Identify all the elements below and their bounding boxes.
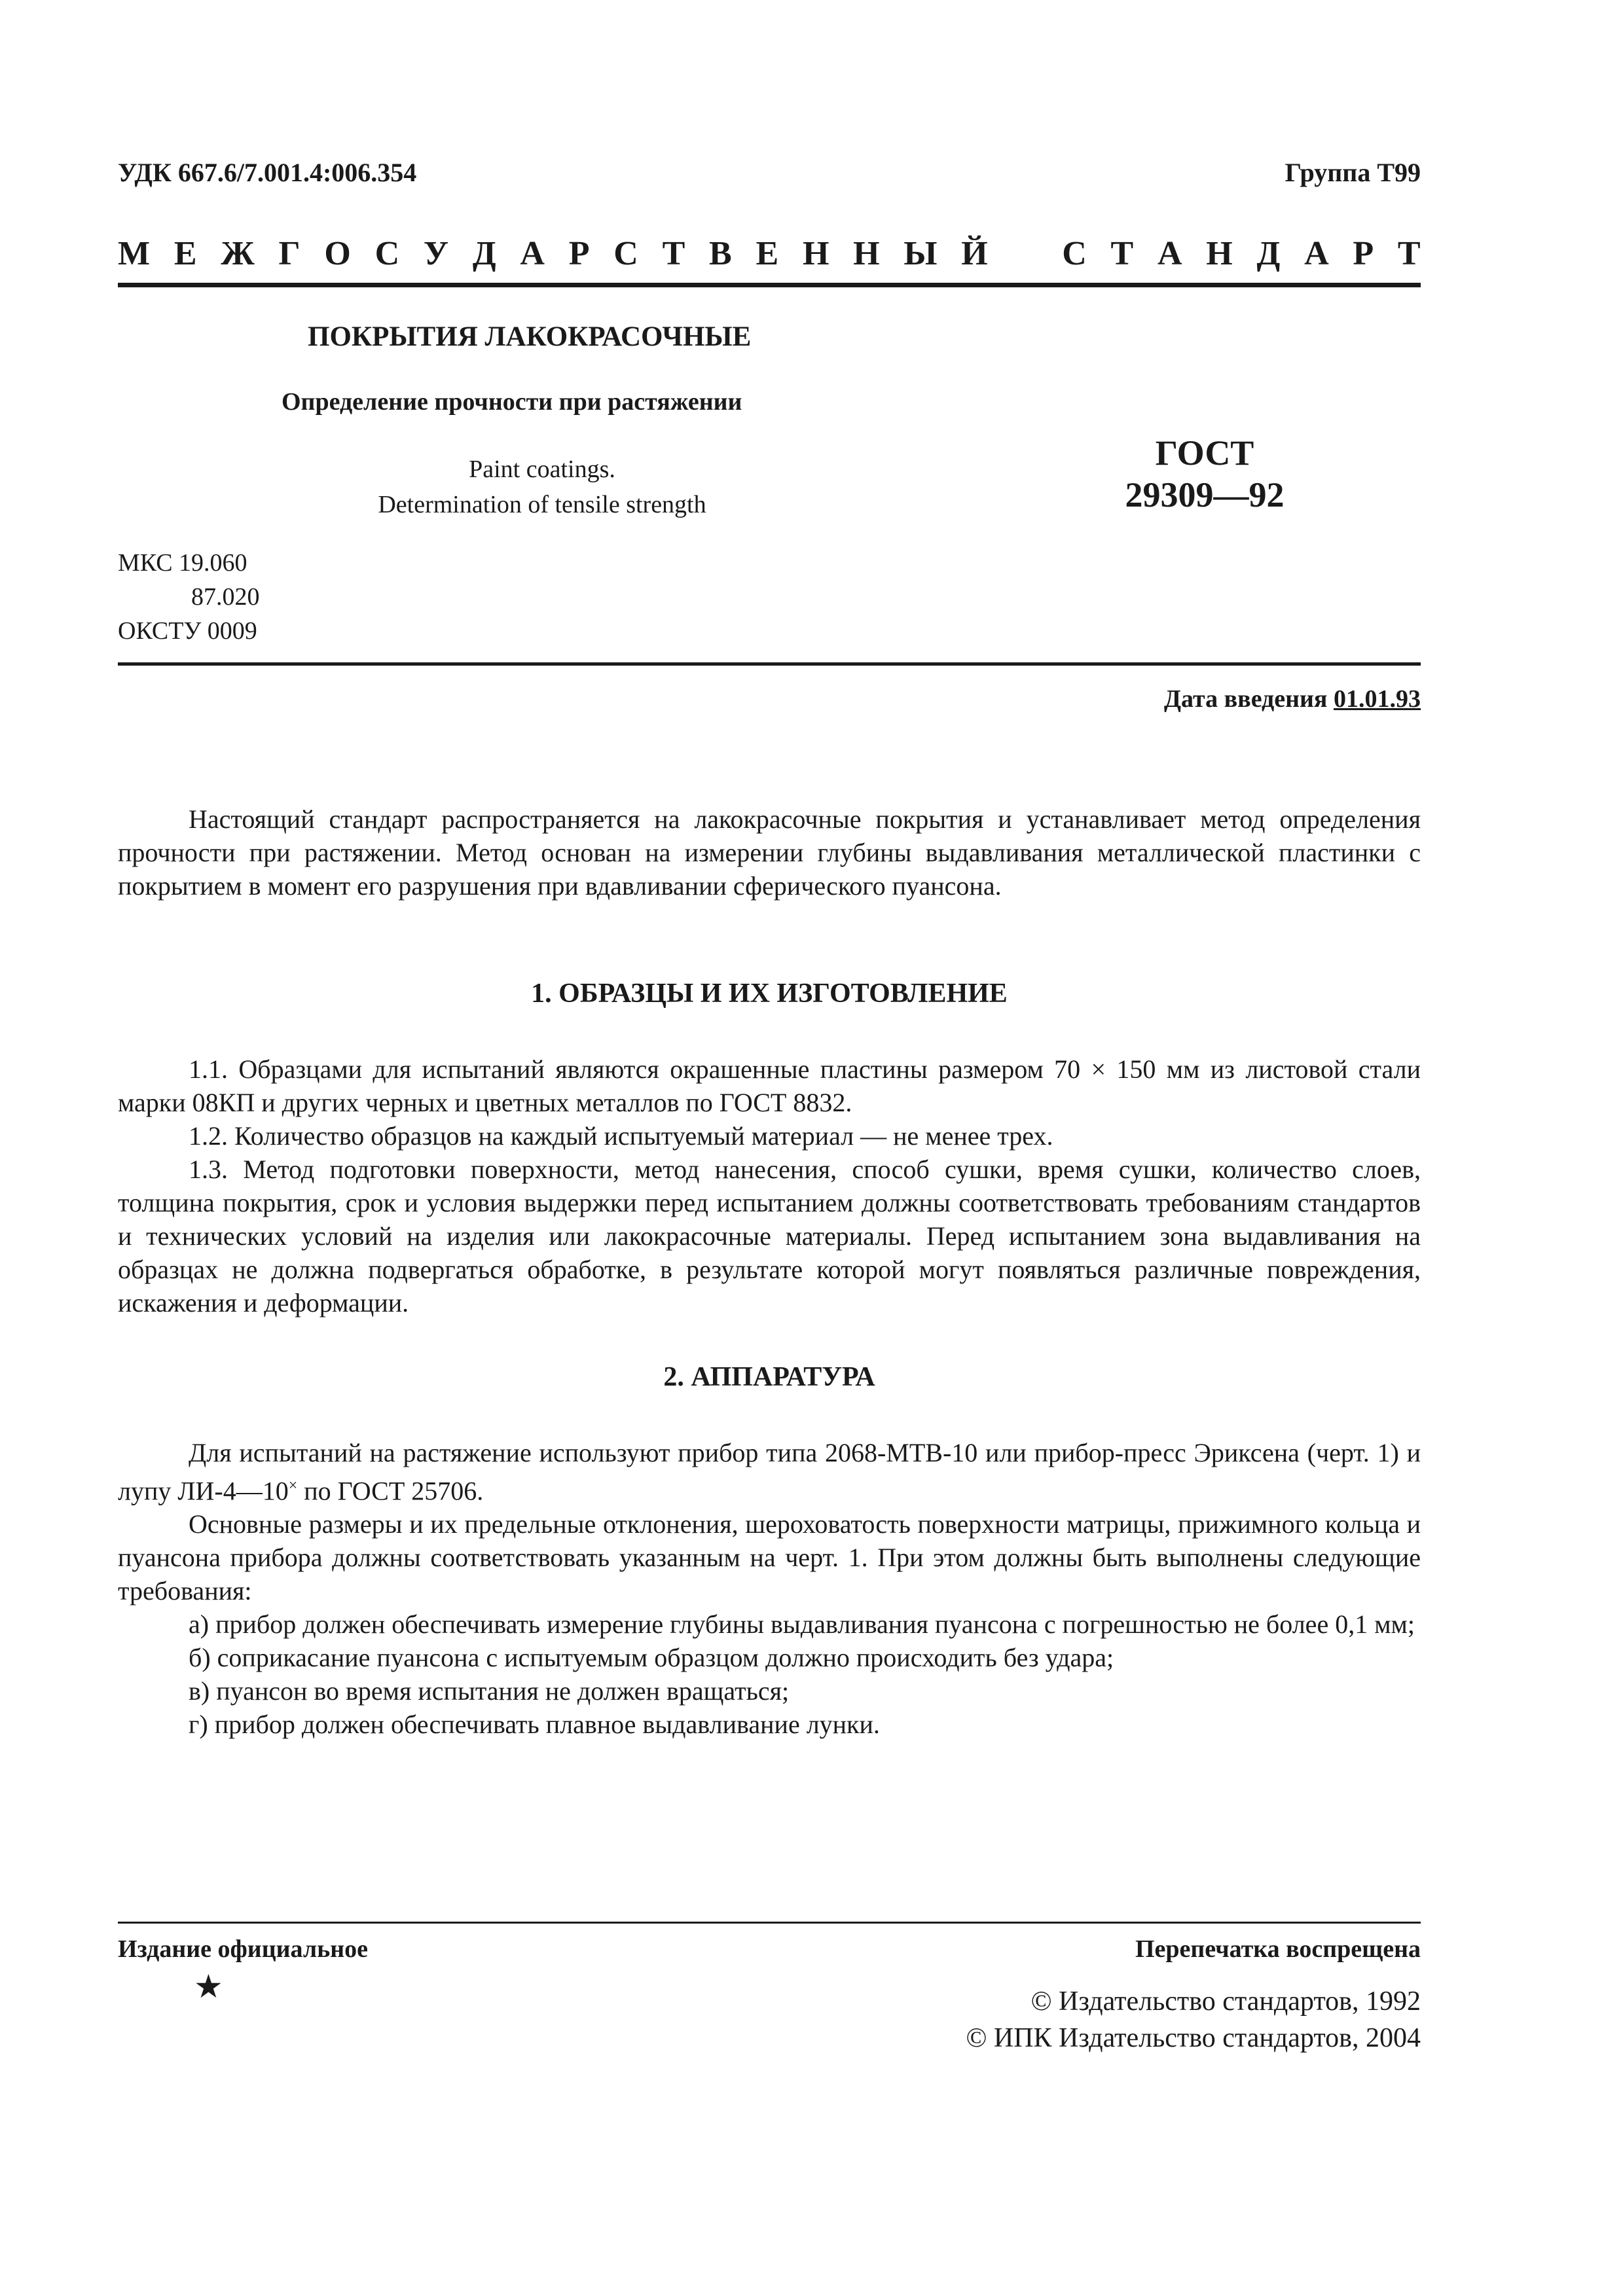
banner-letter: А bbox=[1157, 235, 1182, 272]
requirement-g: г) прибор должен обеспечивать плавное выдавливание лунки. bbox=[189, 1710, 880, 1740]
banner-letter: Н bbox=[853, 235, 880, 272]
section-1-body bbox=[118, 1052, 1421, 1319]
banner-letter: С bbox=[613, 235, 638, 272]
section-1-heading: 1. ОБРАЗЦЫ И ИХ ИЗГОТОВЛЕНИЕ bbox=[531, 978, 1008, 1009]
requirement-v: в) пуансон во время испытания не должен вращаться; bbox=[189, 1676, 790, 1706]
banner-letter: Д bbox=[472, 235, 496, 272]
banner-letter: Д bbox=[1256, 235, 1281, 272]
banner-letter: С bbox=[374, 235, 400, 272]
english-title bbox=[359, 452, 725, 522]
group-code: Группа Т99 bbox=[1285, 158, 1421, 187]
banner-word-gap bbox=[1012, 234, 1038, 273]
magnification-sign: × bbox=[288, 1477, 298, 1494]
banner-letter: Н bbox=[1206, 235, 1233, 272]
banner-letter: Т bbox=[1397, 235, 1421, 272]
title-rule bbox=[118, 662, 1421, 666]
date-value: 01.01.93 bbox=[1334, 685, 1421, 713]
star-icon: ★ bbox=[194, 1968, 223, 2005]
banner-letter: Е bbox=[173, 235, 197, 272]
apparatus-paragraph bbox=[118, 1436, 1421, 1507]
section-2-heading: 2. АППАРАТУРА bbox=[663, 1362, 875, 1392]
standard-banner bbox=[118, 234, 1421, 273]
document-subtitle: Определение прочности при растяжении bbox=[282, 388, 742, 416]
banner-letter: А bbox=[520, 235, 545, 272]
english-title-line2: Determination of tensile strength bbox=[378, 491, 706, 518]
banner-letter: Ж bbox=[221, 235, 255, 272]
official-edition: Издание официальное bbox=[118, 1935, 369, 1963]
header-rule bbox=[118, 283, 1421, 287]
clause-1-3: 1.3. Метод подготовки поверхности, метод нанесения, способ сушки, время сушки, количество слоев, толщина покрытия, срок и условия выдержки перед испытанием должны соответствовать требованиям стандартов и технических условий на изделия или лакокрасочные материалы. Перед испытанием зона выдавливания на образцах не должна подвергаться обработке, в результате которой могут появляться различные повреждения, искажения и деформации. bbox=[118, 1155, 1421, 1318]
banner-letter: А bbox=[1304, 235, 1329, 272]
document-title: ПОКРЫТИЯ ЛАКОКРАСОЧНЫЕ bbox=[308, 321, 752, 352]
requirements-intro: Основные размеры и их предельные отклонения, шероховатость поверхности матрицы, прижимного кольца и пуансона прибора должны соответствовать указанным на черт. 1. При этом должны быть выполнены следующие требования: bbox=[118, 1509, 1421, 1606]
section-2-body bbox=[118, 1436, 1421, 1741]
copyright-1992: © Издательство стандартов, 1992 bbox=[1030, 1986, 1421, 2017]
banner-letter: В bbox=[709, 235, 732, 272]
banner-letter: Й bbox=[961, 235, 988, 272]
gost-label: ГОСТ bbox=[1155, 433, 1254, 473]
apparatus-text: Для испытаний на растяжение используют прибор типа 2068-МТВ-10 или прибор-пресс Эриксена (черт. 1) и лупу ЛИ-4—10 bbox=[118, 1438, 1421, 1506]
okstu-code: ОКСТУ 0009 bbox=[118, 617, 257, 645]
copyright-2004: © ИПК Издательство стандартов, 2004 bbox=[966, 2023, 1421, 2053]
requirement-b: б) соприкасание пуансона с испытуемым образцом должно происходить без удара; bbox=[189, 1643, 1114, 1673]
banner-letter: С bbox=[1062, 235, 1087, 272]
banner-letter: Р bbox=[1353, 235, 1374, 272]
banner-letter: Р bbox=[568, 235, 590, 272]
banner-letter: Т bbox=[1110, 235, 1134, 272]
date-label: Дата введения bbox=[1163, 685, 1328, 713]
banner-letter: Е bbox=[756, 235, 779, 272]
english-title-line1: Paint coatings. bbox=[469, 456, 615, 483]
classification-codes bbox=[118, 546, 260, 648]
banner-letter: М bbox=[118, 235, 151, 272]
intro-section bbox=[118, 802, 1421, 903]
banner-letter: Т bbox=[662, 235, 685, 272]
mks-code-1: МКС 19.060 bbox=[118, 549, 247, 577]
gost-number bbox=[1100, 432, 1309, 516]
gost-code: 29309—92 bbox=[1125, 475, 1285, 514]
introduction-date bbox=[1164, 685, 1421, 713]
footer-rule bbox=[118, 1922, 1421, 1924]
banner-letter: Н bbox=[802, 235, 830, 272]
banner-letter: Ы bbox=[903, 235, 938, 272]
clause-1-2: 1.2. Количество образцов на каждый испытуемый материал — не менее трех. bbox=[189, 1121, 1053, 1151]
apparatus-tail: по ГОСТ 25706. bbox=[297, 1476, 484, 1506]
banner-letter: Г bbox=[278, 235, 301, 272]
reprint-notice: Перепечатка воспрещена bbox=[1135, 1935, 1421, 1963]
udk-code: УДК 667.6/7.001.4:006.354 bbox=[118, 158, 417, 187]
intro-paragraph: Настоящий стандарт распространяется на лакокрасочные покрытия и устанавливает метод определения прочности при растяжении. Метод основан на измерении глубины выдавливания металлической пластинки с покрытием в момент его разрушения при вдавливании сферического пуансона. bbox=[118, 804, 1421, 901]
banner-letter: О bbox=[324, 235, 351, 272]
mks-code-2: 87.020 bbox=[191, 583, 260, 611]
clause-1-1: 1.1. Образцами для испытаний являются окрашенные пластины размером 70 × 150 мм из листовой стали марки 08КП и других черных и цветных металлов по ГОСТ 8832. bbox=[118, 1054, 1421, 1117]
banner-letter: У bbox=[423, 235, 449, 272]
requirement-a: а) прибор должен обеспечивать измерение глубины выдавливания пуансона с погрешностью не более 0,1 мм; bbox=[189, 1609, 1415, 1640]
copyright-block bbox=[966, 1983, 1421, 2056]
